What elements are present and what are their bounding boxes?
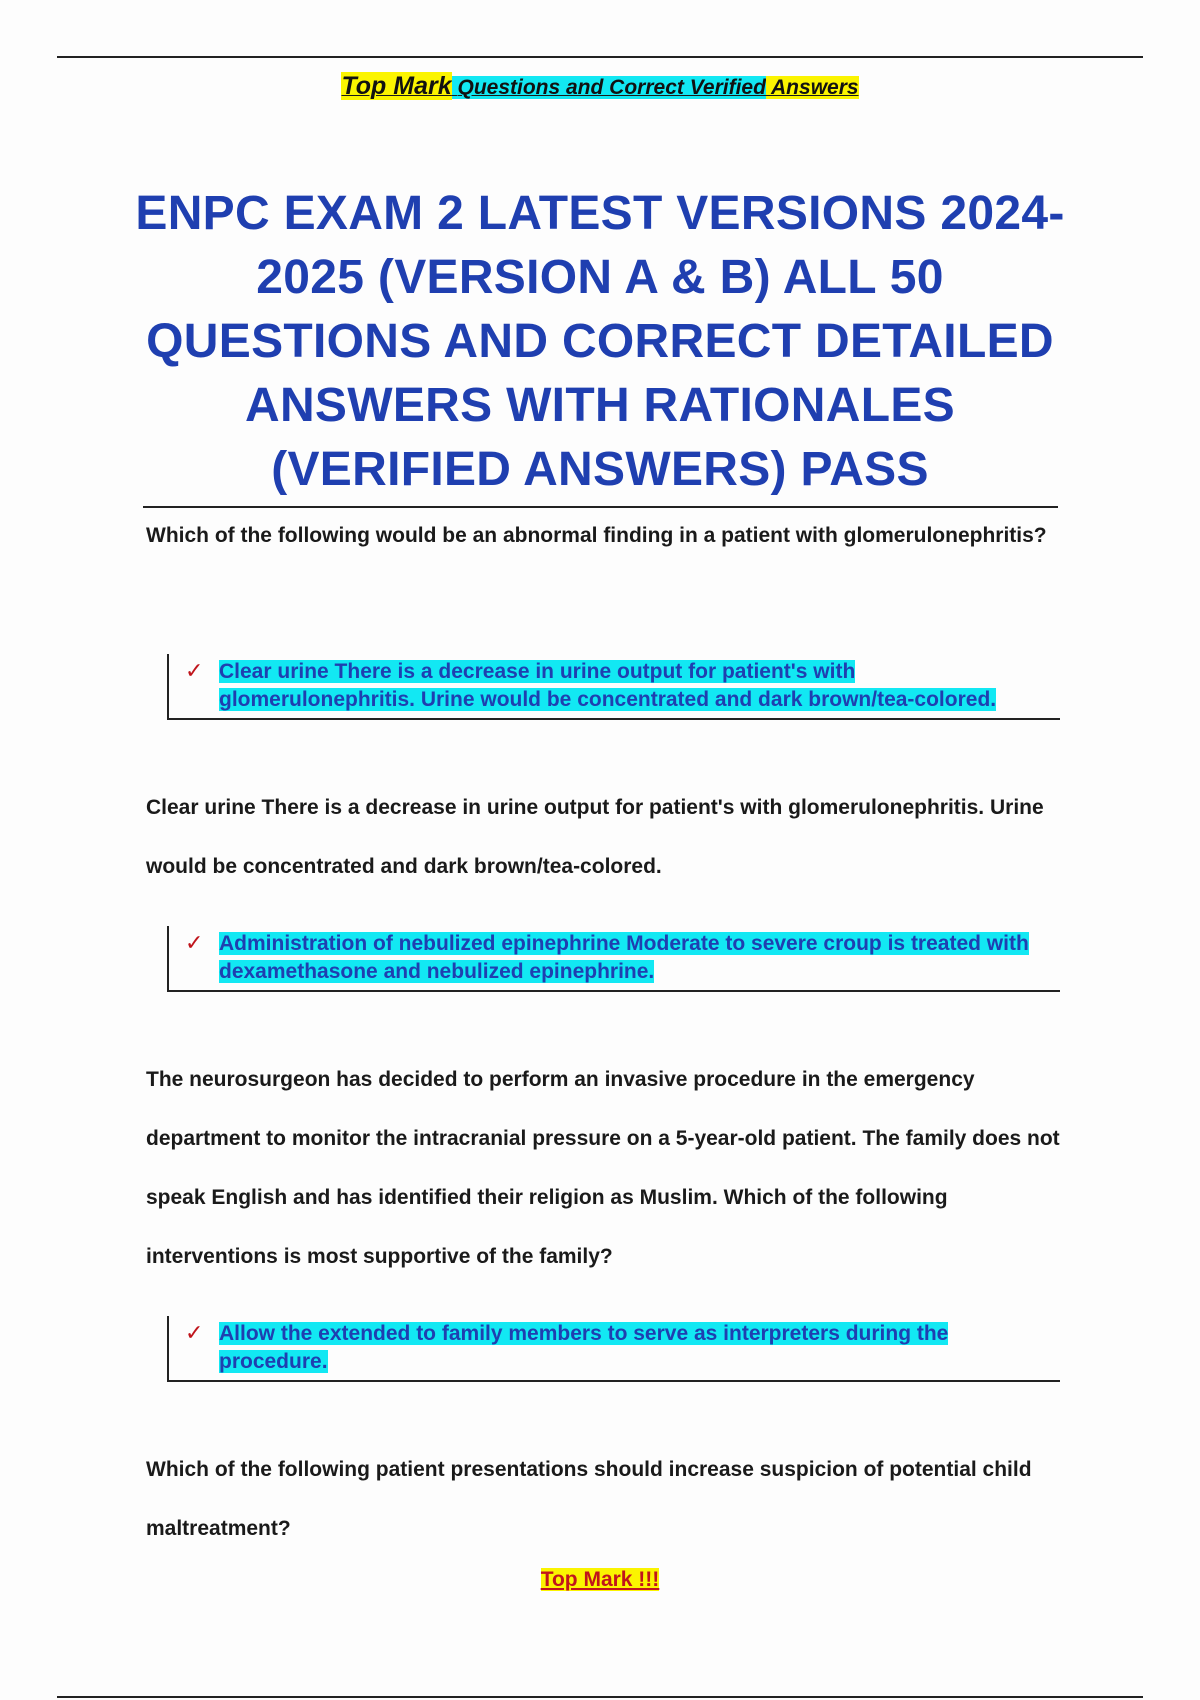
question-2: Clear urine There is a decrease in urine output for patient's with glomerulonephritis. Urine would be concentrated and dark brown/tea-colored.: [146, 796, 1044, 878]
question-4: Which of the following patient presentations should increase suspicion of potential child maltreatment?: [146, 1458, 1032, 1540]
top-rule: [57, 56, 1143, 58]
answer-box-2: [167, 926, 1060, 992]
question-3: The neurosurgeon has decided to perform an invasive procedure in the emergency department to monitor the intracranial pressure on a 5-year-old patient. The family does not speak English and has identified their religion as Muslim. Which of the following interventions is most supportive of the family?: [146, 1068, 1060, 1268]
header-subtitle: Questions and Correct Verified: [457, 76, 766, 99]
page-header: [0, 72, 1200, 101]
footer-mark: Top Mark !!!: [540, 1568, 660, 1591]
answer-box-3: [167, 1316, 1060, 1382]
answer-2: Administration of nebulized epinephrine Moderate to severe croup is treated with dexamethasone and nebulized epinephrine.: [219, 932, 1029, 983]
header-brand: Top Mark: [341, 72, 452, 100]
header-suffix: Answers: [771, 76, 859, 99]
question-1: Which of the following would be an abnormal finding in a patient with glomerulonephritis?: [146, 524, 1047, 547]
answer-box-1: [167, 654, 1060, 720]
checkmark-icon: ✓: [185, 1320, 204, 1345]
document-title: ENPC EXAM 2 LATEST VERSIONS 2024-2025 (VERSION A & B) ALL 50 QUESTIONS AND CORRECT DETAILED ANSWERS WITH RATIONALES (VERIFIED ANSWERS) PASS: [135, 187, 1065, 496]
bottom-rule: [57, 1696, 1143, 1698]
checkmark-icon: ✓: [185, 658, 204, 683]
checkmark-icon: ✓: [185, 930, 204, 955]
answer-3: Allow the extended to family members to serve as interpreters during the procedure.: [219, 1322, 949, 1373]
answer-1: Clear urine There is a decrease in urine output for patient's with glomerulonephritis. Urine would be concentrated and dark brown/tea-colored.: [219, 660, 997, 711]
